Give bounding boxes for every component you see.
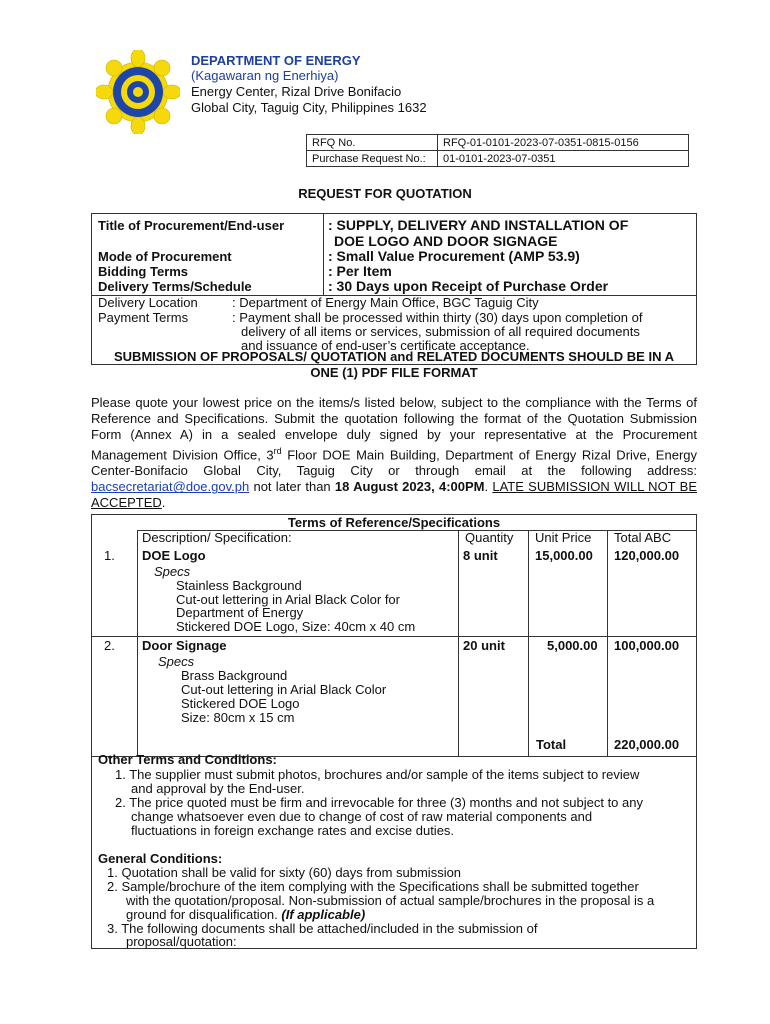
general-condition-item: 3. The following documents shall be attached/included in the submission of xyxy=(107,921,538,936)
general-condition-item xyxy=(126,908,365,922)
column-description: Description/ Specification: xyxy=(142,530,292,545)
rfq-value: RFQ-01-0101-2023-07-0351-0815-0156 xyxy=(438,135,689,151)
specs-label: Specs xyxy=(154,564,191,579)
specs-label: Specs xyxy=(158,654,195,669)
address-line-1: Energy Center, Rizal Drive Bonifacio xyxy=(191,84,402,99)
ordinal-suffix: rd xyxy=(273,446,282,456)
delivery-value: : 30 Days upon Receipt of Purchase Order xyxy=(328,278,609,294)
item-unit-price: 5,000.00 xyxy=(547,638,598,653)
location-label: Delivery Location xyxy=(98,295,198,310)
mode-label: Mode of Procurement xyxy=(98,249,232,264)
submission-notice-line-1: SUBMISSION OF PROPOSALS/ QUOTATION and RELATED DOCUMENTS SHOULD BE IN A xyxy=(114,349,674,364)
title-value-line-2: DOE LOGO AND DOOR SIGNAGE xyxy=(334,233,558,249)
other-term-item: change whatsoever even due to change of cost of raw material components and xyxy=(131,809,593,824)
submission-notice xyxy=(91,349,697,381)
doe-sun-seal-icon xyxy=(96,50,180,134)
submission-deadline: 18 August 2023, 4:00PM xyxy=(334,479,485,495)
general-condition-item: 2. Sample/brochure of the item complying with the Specifications shall be submitted together xyxy=(107,879,639,894)
instructions-text-1: Please quote your lowest price on the items/s listed below, subject to the compliance with the Terms of Reference and Specifications. Submit the quotation following the format of the Quotation Submission Form (Annex A) in a sealed envelope duly signed by your representative at the Procurement Management Division Office, 3 xyxy=(91,395,697,463)
spec-line: Stickered DOE Logo, Size: 40cm x 40 cm xyxy=(176,619,416,634)
procurement-details-box xyxy=(91,213,697,365)
item-name: DOE Logo xyxy=(142,548,206,563)
item-total: 120,000.00 xyxy=(614,548,680,563)
instructions-text-4: . xyxy=(484,479,493,495)
instructions-text-3: not later than xyxy=(249,479,335,495)
delivery-label: Delivery Terms/Schedule xyxy=(98,279,252,294)
item-name: Door Signage xyxy=(142,638,227,653)
spec-line: Size: 80cm x 15 cm xyxy=(181,710,295,725)
item-number: 1. xyxy=(104,548,115,563)
item-total: 100,000.00 xyxy=(614,638,680,653)
grand-total: 220,000.00 xyxy=(614,737,680,752)
general-conditions-title: General Conditions: xyxy=(98,851,223,866)
spec-line: Stickered DOE Logo xyxy=(181,696,300,711)
general-condition-item: proposal/quotation: xyxy=(126,934,237,949)
bidding-label: Bidding Terms xyxy=(98,264,189,279)
purchase-request-value: 01-0101-2023-07-0351 xyxy=(438,151,689,167)
spec-line: Cut-out lettering in Arial Black Color xyxy=(181,682,387,697)
payment-label: Payment Terms xyxy=(98,310,189,325)
mode-value: : Small Value Procurement (AMP 53.9) xyxy=(328,248,580,264)
department-local-name: (Kagawaran ng Enerhiya) xyxy=(191,68,339,83)
rfq-number-table xyxy=(306,134,689,167)
item-quantity: 8 unit xyxy=(463,548,498,563)
email-link[interactable]: bacsecretariat@doe.gov.ph xyxy=(91,479,250,495)
if-applicable-note: (If applicable) xyxy=(281,907,366,922)
spec-line: Department of Energy xyxy=(176,605,304,620)
submission-notice-line-2: ONE (1) PDF FILE FORMAT xyxy=(310,365,478,380)
payment-value-line-1: : Payment shall be processed within thirty (30) days upon completion of xyxy=(232,310,643,325)
instructions-text-2: Floor DOE Main Building, Department of Energy Rizal Drive, Energy Center-Bonifacio Global City, Taguig City or through email at the following address: xyxy=(91,447,697,479)
item-quantity: 20 unit xyxy=(463,638,505,653)
spec-line: Stainless Background xyxy=(176,578,302,593)
column-quantity: Quantity xyxy=(465,530,514,545)
spec-line: Brass Background xyxy=(181,668,288,683)
department-name: DEPARTMENT OF ENERGY xyxy=(191,53,361,68)
late-submission-notice: LATE SUBMISSION WILL NOT BE ACCEPTED xyxy=(91,479,697,511)
total-label: Total xyxy=(536,737,567,752)
other-term-item: fluctuations in foreign exchange rates and excise duties. xyxy=(131,823,455,838)
title-label: Title of Procurement/End-user xyxy=(98,218,285,233)
other-term-item: 2. The price quoted must be firm and irrevocable for three (3) months and not subject to any xyxy=(115,795,643,810)
payment-value-line-3: and issuance of end-user’s certificate acceptance. xyxy=(241,338,530,353)
general-condition-text: ground for disqualification. xyxy=(126,907,282,922)
address-line-2: Global City, Taguig City, Philippines 1632 xyxy=(191,100,427,115)
other-terms-title: Other Terms and Conditions: xyxy=(98,752,277,767)
bidding-value: : Per Item xyxy=(328,263,392,279)
item-number: 2. xyxy=(104,638,115,653)
payment-value-line-2: delivery of all items or services, submission of all required documents xyxy=(241,324,640,339)
column-total-abc: Total ABC xyxy=(614,530,672,545)
other-term-item: and approval by the End-user. xyxy=(131,781,305,796)
column-unit-price: Unit Price xyxy=(535,530,592,545)
instructions-paragraph xyxy=(91,395,697,511)
terms-of-reference-box xyxy=(91,514,697,949)
spec-line: Cut-out lettering in Arial Black Color for xyxy=(176,592,400,607)
location-value: : Department of Energy Main Office, BGC Taguig City xyxy=(232,295,539,310)
instructions-text-5: . xyxy=(161,495,166,511)
document-title: REQUEST FOR QUOTATION xyxy=(298,186,472,201)
other-term-item: 1. The supplier must submit photos, brochures and/or sample of the items subject to review xyxy=(115,767,640,782)
general-condition-item: with the quotation/proposal. Non-submission of actual sample/brochures in the proposal is a xyxy=(126,893,655,908)
general-condition-item: 1. Quotation shall be valid for sixty (60) days from submission xyxy=(107,865,462,880)
purchase-request-label: Purchase Request No.: xyxy=(307,151,438,167)
rfq-label: RFQ No. xyxy=(307,135,438,151)
item-unit-price: 15,000.00 xyxy=(535,548,593,563)
title-value-line-1: : SUPPLY, DELIVERY AND INSTALLATION OF xyxy=(328,217,629,233)
tor-title: Terms of Reference/Specifications xyxy=(287,515,501,530)
